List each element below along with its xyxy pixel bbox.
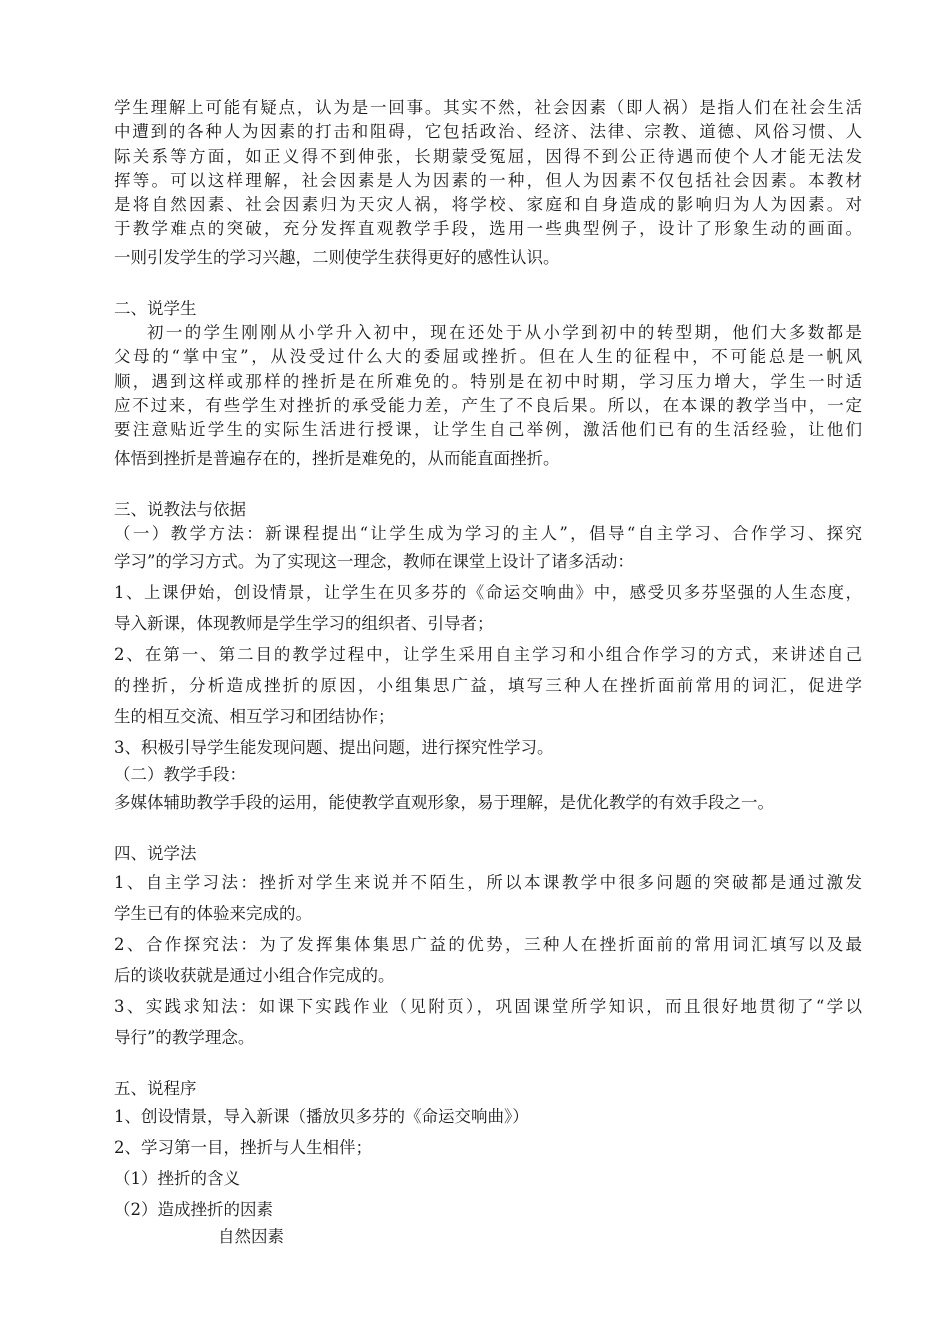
text-line: 1、创设情景，导入新课（播放贝多芬的《命运交响曲》） bbox=[114, 1107, 529, 1127]
text-line: 1、自主学习法：挫折对学生来说并不陌生，所以本课教学中很多问题的突破都是通过激发 bbox=[114, 872, 862, 892]
section-learning-methods bbox=[114, 842, 862, 1052]
text-line: 挥等。可以这样理解，社会因素是人为因素的一种，但人为因素不仅包括社会因素。本教材 bbox=[114, 170, 862, 190]
text-line: 学生已有的体验来完成的。 bbox=[114, 903, 312, 923]
section-heading: 三、说教法与依据 bbox=[114, 499, 246, 519]
text-line: 导入新课，体现教师是学生学习的组织者、引导者； bbox=[114, 614, 494, 634]
text-line: （1）挫折的含义 bbox=[114, 1169, 240, 1189]
section-heading: 二、说学生 bbox=[114, 298, 197, 318]
section-procedure bbox=[114, 1077, 862, 1250]
text-line: （一）教学方法：新课程提出“让学生成为学习的主人”，倡导“自主学习、合作学习、探究 bbox=[114, 523, 862, 543]
intro-paragraph bbox=[114, 96, 862, 273]
text-line: 3、实践求知法：如课下实践作业（见附页），巩固课堂所学知识，而且很好地贯彻了“学以 bbox=[114, 996, 862, 1016]
text-line: 体悟到挫折是普遍存在的，挫折是难免的，从而能直面挫折。 bbox=[114, 448, 560, 468]
text-line: 2、合作探究法：为了发挥集体集思广益的优势，三种人在挫折面前的常用词汇填写以及最 bbox=[114, 934, 862, 954]
text-line: （2）造成挫折的因素 bbox=[114, 1200, 273, 1220]
text-line: 际关系等方面，如正义得不到伸张，长期蒙受冤屈，因得不到公正待遇而使个人才能无法发 bbox=[114, 146, 862, 166]
text-line: 中遭到的各种人为因素的打击和阻碍，它包括政治、经济、法律、宗教、道德、风俗习惯、人 bbox=[114, 122, 862, 142]
text-line: 的挫折，分析造成挫折的原因，小组集思广益，填写三种人在挫折面前常用的词汇，促进学 bbox=[114, 676, 862, 696]
text-line: 导行”的教学理念。 bbox=[114, 1027, 255, 1047]
text-line: 是将自然因素、社会因素归为天灾人祸，将学校、家庭和自身造成的影响归为人为因素。对 bbox=[114, 195, 862, 215]
text-line: 于教学难点的突破，充分发挥直观教学手段，选用一些典型例子，设计了形象生动的画面。 bbox=[114, 219, 862, 239]
text-line: 2、在第一、第二目的教学过程中，让学生采用自主学习和小组合作学习的方式，来讲述自己 bbox=[114, 645, 862, 665]
subsection-heading: （二）教学手段： bbox=[114, 765, 246, 785]
section-heading: 五、说程序 bbox=[114, 1078, 197, 1098]
text-line: 自然因素 bbox=[218, 1227, 284, 1247]
text-line: 3、积极引导学生能发现问题、提出问题，进行探究性学习。 bbox=[114, 738, 554, 758]
text-line: 生的相互交流、相互学习和团结协作； bbox=[114, 707, 395, 727]
text-line: 应不过来，有些学生对挫折的承受能力差，产生了不良后果。所以，在本课的教学当中，一定 bbox=[114, 395, 862, 415]
text-line: 后的谈收获就是通过小组合作完成的。 bbox=[114, 965, 395, 985]
text-line: 顺，遇到这样或那样的挫折是在所难免的。特别是在初中时期，学习压力增大，学生一时适 bbox=[114, 371, 862, 391]
section-teaching-methods bbox=[114, 498, 862, 819]
text-line: 多媒体辅助教学手段的运用，能使教学直观形象，易于理解，是优化教学的有效手段之一。 bbox=[114, 793, 774, 813]
text-line: 1、上课伊始，创设情景，让学生在贝多芬的《命运交响曲》中，感受贝多芬坚强的人生态度， bbox=[114, 583, 862, 603]
section-heading: 四、说学法 bbox=[114, 844, 197, 864]
text-line: 初一的学生刚刚从小学升入初中，现在还处于从小学到初中的转型期，他们大多数都是 bbox=[147, 323, 862, 343]
text-line: 2、学习第一目，挫折与人生相伴； bbox=[114, 1138, 372, 1158]
text-line: 学生理解上可能有疑点，认为是一回事。其实不然，社会因素（即人祸）是指人们在社会生活 bbox=[114, 98, 862, 117]
text-line: 要注意贴近学生的实际生活进行授课，让学生自己举例，激活他们已有的生活经验，让他们 bbox=[114, 420, 862, 440]
text-line: 父母的“掌中宝”，从没受过什么大的委屈或挫折。但在人生的征程中，不可能总是一帆风 bbox=[114, 347, 862, 367]
text-line: 一则引发学生的学习兴趣，二则使学生获得更好的感性认识。 bbox=[114, 247, 560, 267]
text-line: 学习”的学习方式。为了实现这一理念，教师在课堂上设计了诸多活动： bbox=[114, 552, 634, 572]
section-students bbox=[114, 297, 862, 474]
document-body bbox=[114, 96, 862, 1249]
